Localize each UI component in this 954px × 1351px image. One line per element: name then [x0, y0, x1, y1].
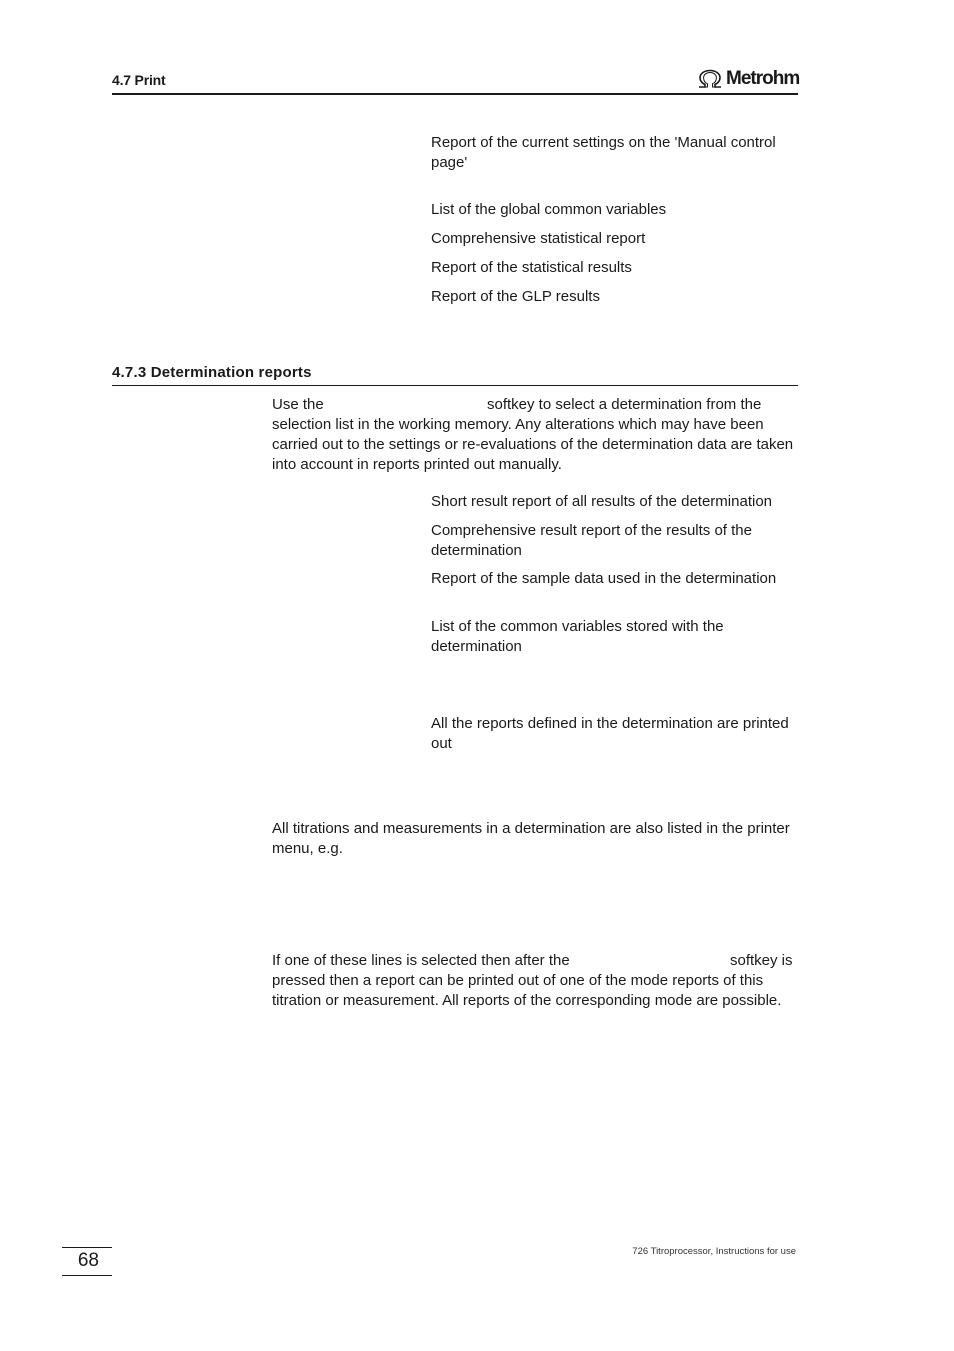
- report-item-manual-control: Report of the current settings on the 'Manual control page': [431, 134, 776, 171]
- footer-document-title: 726 Titroprocessor, Instructions for use: [632, 1246, 796, 1257]
- page-number: 68: [77, 1250, 99, 1271]
- metrohm-logo: [697, 66, 799, 92]
- report-item-comprehensive-statistical: Comprehensive statistical report: [431, 230, 646, 247]
- intro-text-start: Use the: [272, 396, 324, 413]
- intro-text-softkey: softkey to select a determination from the: [487, 396, 762, 413]
- report-item-sample-data: Report of the sample data used in the determination: [431, 570, 777, 587]
- intro-text-rest: selection list in the working memory. Any alterations which may have been carried out to the settings or re-evaluations of the determination data are taken into account in reports printed out manually.: [272, 416, 794, 473]
- omega-icon: [697, 69, 723, 89]
- page-number-rule-top: [62, 1247, 112, 1248]
- brand-name: Metrohm: [726, 68, 800, 89]
- selection-text-start: If one of these lines is selected then after the: [272, 952, 570, 969]
- report-item-statistical-results: Report of the statistical results: [431, 259, 632, 276]
- report-item-comprehensive-result: Comprehensive result report of the results of the determination: [431, 522, 752, 559]
- page-number-rule-bottom: [62, 1275, 112, 1276]
- selection-text-rest: pressed then a report can be printed out of one of the mode reports of this titration or measurement. All reports of the corresponding mode are possible.: [272, 972, 782, 1009]
- report-item-glp-results: Report of the GLP results: [431, 288, 600, 305]
- report-item-all-reports: All the reports defined in the determination are printed out: [431, 715, 789, 752]
- selection-paragraph: [272, 951, 798, 1011]
- selection-text-softkey: softkey is: [730, 952, 793, 969]
- report-item-common-variables: List of the common variables stored with the determination: [431, 618, 724, 655]
- report-item-global-common-variables: List of the global common variables: [431, 201, 667, 218]
- report-item-short-result: Short result report of all results of the determination: [431, 493, 773, 510]
- intro-paragraph: [272, 395, 798, 475]
- running-header-section: 4.7 Print: [112, 72, 166, 88]
- header-rule: [112, 93, 798, 95]
- section-rule: [112, 385, 798, 386]
- section-title: 4.7.3 Determination reports: [112, 364, 312, 381]
- titrations-note: All titrations and measurements in a determination are also listed in the printer menu, e.g.: [272, 820, 790, 857]
